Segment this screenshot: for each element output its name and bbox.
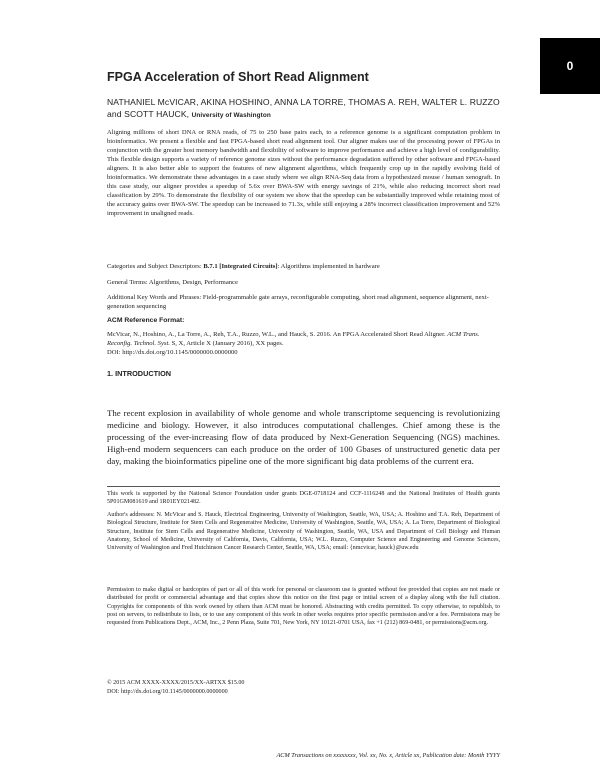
author-affiliation: University of Washington: [191, 112, 271, 119]
keywords: Additional Key Words and Phrases: Field-programmable gate arrays, reconfigurable computing, short read alignment, sequence alignment, next-generation sequencing: [107, 294, 489, 310]
permission-footnote: Permission to make digital or hardcopies of part or all of this work for personal or classroom use is granted without fee provided that copies are not made or distributed for profit or commercial advantage and that copies show this notice on the first page or initial screen of a display along with the full citation. Copyrights for components of this work owned by others than ACM must be honored. Abstracting with credits permitted. To copy otherwise, to republish, to post on servers, to redistribute to lists, or to use any component of this work in other works requires prior specific permission and/or a fee. Permissions may be requested from Publications Dept., ACM, Inc., 2 Penn Plaza, Suite 701, New York, NY 10121-0701 USA, fax +1 (212) 869-0481, or permissions@acm.org.: [107, 587, 500, 627]
paper-title: FPGA Acceleration of Short Read Alignment: [107, 70, 369, 84]
introduction-text: The recent explosion in availability of whole genome and whole transcriptome sequencing is revolutionizing medicine and biology. However, it also introduces computational challenges. Chief among these is the processing of the ever-increasing flow of data produced by Next-Generation Sequencing (NGS) machines. High-end modern sequencers can each produce on the order of 100 Gbases of unstructured genetic data per day, making the bioinformatics pipeline one of the more significant big data problems of the current era.: [107, 408, 500, 466]
running-footer: ACM Transactions on xxxxxxxx, Vol. xx, No. x, Article xx, Publication date: Month YYYY: [276, 752, 500, 759]
categories-label: Categories and Subject Descriptors:: [107, 263, 202, 270]
addresses-footnote: Author's addresses: N. McVicar and S. Hauck, Electrical Engineering, University of Washington, Seattle, WA, USA; A. Hoshino and T.A. Reh, Department of Biological Structure, Institute for Stem Cells and Regenerative Medicine, University of Washington, Seattle, WA, USA; A. La Torre, Department of Biological Structure, Institute for Stem Cells and Regenerative Medicine, University of Washington, Seattle, WA, USA and Department of Cell Biology and Human Anatomy, School of Medicine, University of California, Davis, California, USA; W.L. Ruzzo, Computer Science and Engineering and Genome Sciences, University of Washington and Fred Hutchinson Cancer Research Center, Seattle, WA, USA; email: {nmcvicar, hauck}@uw.edu: [107, 512, 500, 552]
abstract: Aligning millions of short DNA or RNA reads, of 75 to 250 base pairs each, to a reference genome is a significant computation problem in bioinformatics. We present a flexible and fast FPGA-based short read alignment tool. Our aligner makes use of the processing power of FPGAs in conjunction with the greater host memory bandwidth and flexibility of software to improve performance and achieve a high level of configurability. This flexible design supports a variety of reference genome sizes without the performance degradation suffered by other software and FPGA-based aligners. It is also better able to support the features of new alignment algorithms, which frequently crop up in the rapidly evolving field of bioinformatics. We demonstrate these advantages in a case study where we align RNA-Seq data from a hypothesized mouse / human xenograft. In this case study, our aligner provides a speedup of 5.6x over BWA-SW with energy savings of 21%, while also reducing incorrect short read classification by 29%. To demonstrate the flexibility of our system we show that the speedup can be substantially improved while retaining most of the accuracy gains over BWA-SW. The speedup can be increased to 71.3x, while still enjoying a 28% incorrect classification improvement and 52% improvement in unaligned reads.: [107, 129, 500, 218]
citation-doi[interactable]: DOI: http://dx.doi.org/10.1145/0000000.0000000: [107, 349, 238, 356]
copyright-line: © 2015 ACM XXXX-XXXX/2015/XX-ARTXX $15.00: [107, 680, 245, 686]
citation-authors-title: McVicar, N., Hoshino, A., La Torre, A., Reh, T.A., Ruzzo, W.L., and Hauck, S. 2016. An FPGA Accelerated Short Read Aligner.: [107, 331, 446, 338]
categories-code: B.7.1 [Integrated Circuits]: [203, 263, 278, 270]
citation-volume: S, X, Article X (January 2016), XX pages.: [171, 340, 284, 347]
categories-line: [107, 262, 500, 271]
footnote-doi[interactable]: DOI: http://dx.doi.org/10.1145/0000000.0000000: [107, 689, 228, 695]
citation-journal: ACM Trans. Reconfig. Technol. Syst.: [107, 331, 480, 347]
acm-reference-heading: ACM Reference Format:: [107, 317, 185, 324]
author-list: [107, 96, 500, 122]
footnote-rule: [107, 486, 500, 487]
section-heading: 1. INTRODUCTION: [107, 369, 172, 378]
author-names: NATHANIEL McVICAR, AKINA HOSHINO, ANNA LA TORRE, THOMAS A. REH, WALTER L. RUZZO and SCOTT HAUCK,: [107, 97, 500, 119]
categories-text: : Algorithms implemented in hardware: [277, 263, 380, 270]
funding-footnote: This work is supported by the National Science Foundation under grants DGE-0718124 and CCF-1116248 and the National Institutes of Health grants 5P01GM081619 and 1R01EY021482.: [107, 491, 500, 506]
article-number-tab: 0: [540, 38, 600, 94]
acm-reference-citation: [107, 330, 500, 357]
general-terms: General Terms: Algorithms, Design, Performance: [107, 279, 238, 286]
